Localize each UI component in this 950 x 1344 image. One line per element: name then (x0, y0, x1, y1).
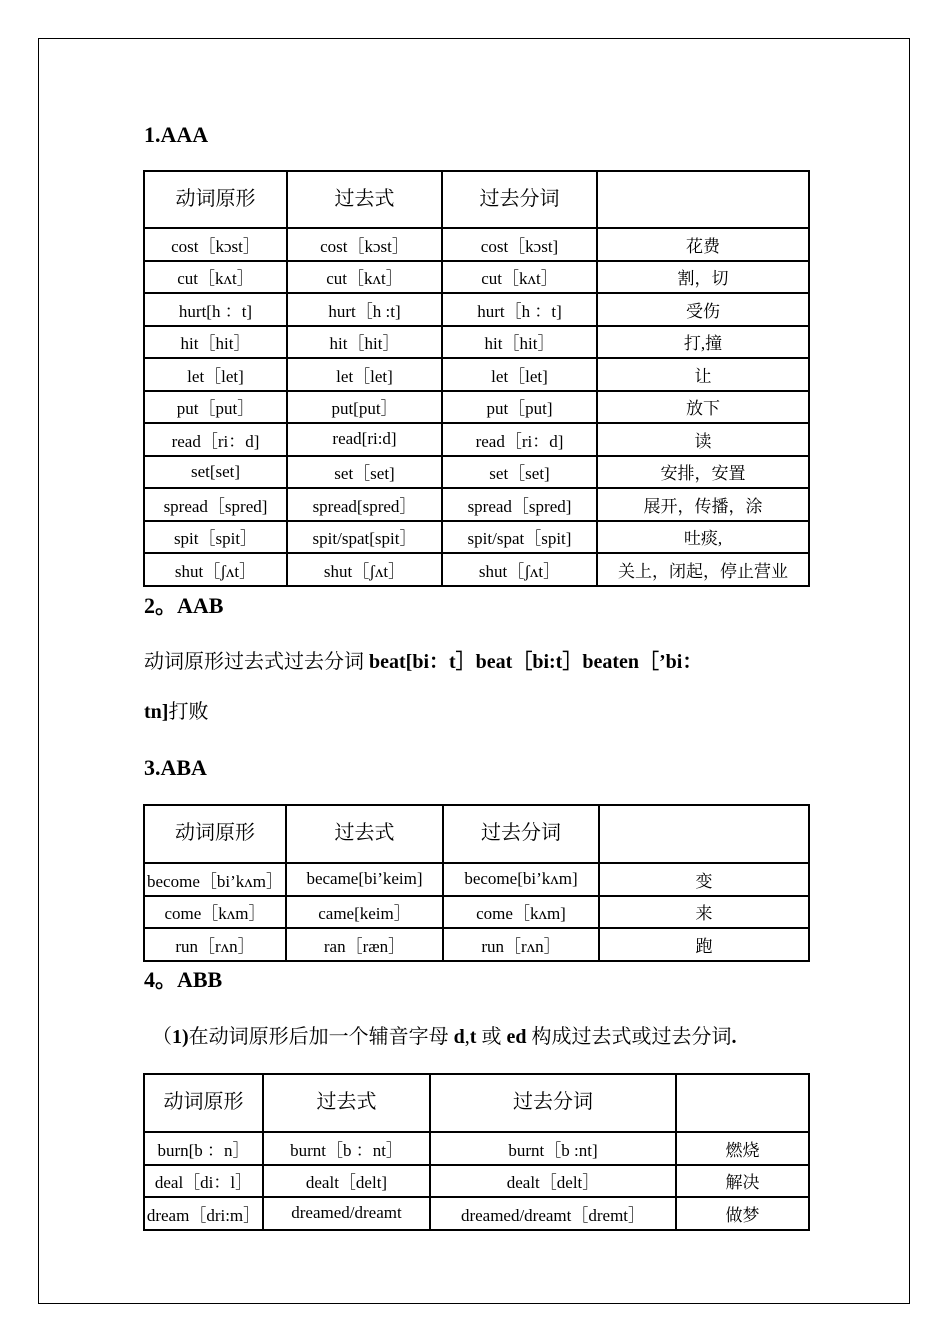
cell: let［let] (144, 358, 287, 391)
cell: cost［kɔst］ (287, 228, 442, 261)
cell: dreamed/dreamt［dremt］ (430, 1197, 676, 1230)
cell: became[bi’keim] (286, 863, 443, 896)
cell: 做梦 (676, 1197, 809, 1230)
cell: spread［spred] (144, 488, 287, 521)
cell: 跑 (599, 928, 809, 961)
cell: shut［ʃʌt］ (144, 553, 287, 586)
abb-intro-rest: 构成过去式或过去分词 (526, 1026, 732, 1048)
header-past-participle: 过去分词 (442, 171, 597, 228)
abb-intro (152, 1027, 736, 1047)
section-title-aab: 2。AAB (144, 593, 224, 618)
abb-intro-paren: （ (152, 1026, 172, 1048)
header-base-form: 动词原形 (144, 171, 287, 228)
cell: 解决 (676, 1165, 809, 1198)
table-header-row (144, 805, 809, 863)
abb-period: . (731, 1026, 737, 1048)
abb-verb-table (143, 1073, 810, 1231)
table-row (144, 1197, 809, 1230)
cell: 展开，传播，涂 (597, 488, 809, 521)
cell: 割，切 (597, 261, 809, 294)
table-row (144, 928, 809, 961)
header-past-tense: 过去式 (263, 1074, 430, 1132)
table-row (144, 228, 809, 261)
header-meaning (676, 1074, 809, 1132)
table-row (144, 293, 809, 326)
table-row (144, 896, 809, 929)
cell: 燃烧 (676, 1132, 809, 1165)
cell: become［bi’kʌm］ (144, 863, 286, 896)
header-base-form: 动词原形 (144, 805, 286, 863)
cell: run［rʌn］ (144, 928, 286, 961)
cell: hit［hit］ (442, 326, 597, 359)
cell: hurt［h ：t] (442, 293, 597, 326)
cell: let［let] (442, 358, 597, 391)
cell: 变 (599, 863, 809, 896)
cell: ran［ræn］ (286, 928, 443, 961)
cell: cut［kʌt］ (287, 261, 442, 294)
aab-example-line-1 (144, 652, 702, 672)
cell: 读 (597, 423, 809, 456)
abb-or: 或 (476, 1026, 507, 1048)
abb-intro-number: 1) (172, 1026, 189, 1048)
cell: read[ri:d] (287, 423, 442, 456)
table-row (144, 261, 809, 294)
cell: set［set] (287, 456, 442, 489)
table-row (144, 553, 809, 586)
cell: 安排，安置 (597, 456, 809, 489)
cell: hurt［h :t] (287, 293, 442, 326)
cell: read［ri：d] (144, 423, 287, 456)
cell: hit［hit］ (287, 326, 442, 359)
cell: come［kʌm］ (144, 896, 286, 929)
cell: cut［kʌt］ (144, 261, 287, 294)
cell: dealt［delt] (263, 1165, 430, 1198)
cell: hit［hit］ (144, 326, 287, 359)
aab-forms: beat[bi：t］beat［bi:t］beaten［’bi： (369, 651, 703, 673)
cell: put[put］ (287, 391, 442, 424)
cell: cost［kɔst] (442, 228, 597, 261)
header-past-tense: 过去式 (286, 805, 443, 863)
abb-letter-d: d (453, 1026, 465, 1048)
cell: run［rʌn］ (443, 928, 599, 961)
cell: 放下 (597, 391, 809, 424)
cell: came[keim］ (286, 896, 443, 929)
cell: let［let] (287, 358, 442, 391)
cell: burnt［b :nt] (430, 1132, 676, 1165)
cell: 吐痰, (597, 521, 809, 554)
header-past-participle: 过去分词 (430, 1074, 676, 1132)
cell: 打,撞 (597, 326, 809, 359)
abb-intro-text: 在动词原形后加一个辅音字母 (188, 1026, 454, 1048)
cell: set［set] (442, 456, 597, 489)
table-header-row (144, 171, 809, 228)
aab-example-line-2 (144, 702, 208, 722)
aab-prefix: 动词原形过去式过去分词 (144, 651, 369, 673)
cell: dealt［delt］ (430, 1165, 676, 1198)
aab-forms-cont: tn] (144, 701, 169, 723)
abb-suffix-ed: ed (506, 1026, 527, 1048)
table-row (144, 1132, 809, 1165)
table-row (144, 391, 809, 424)
header-past-participle: 过去分词 (443, 805, 599, 863)
cell: 来 (599, 896, 809, 929)
cell: spit/spat［spit] (442, 521, 597, 554)
aba-verb-table (143, 804, 810, 962)
cell: cost［kɔst］ (144, 228, 287, 261)
section-title-aaa: 1.AAA (144, 122, 209, 147)
cell: burn[b ：n］ (144, 1132, 263, 1165)
abb-letter-t: t (469, 1026, 477, 1048)
table-row (144, 488, 809, 521)
aab-meaning: 打败 (168, 701, 209, 723)
cell: hurt[h ：t] (144, 293, 287, 326)
section-title-abb: 4。ABB (144, 967, 223, 992)
cell: spit［spit］ (144, 521, 287, 554)
cell: shut［ʃʌt］ (287, 553, 442, 586)
cell: 受伤 (597, 293, 809, 326)
header-past-tense: 过去式 (287, 171, 442, 228)
header-base-form: 动词原形 (144, 1074, 263, 1132)
table-row (144, 326, 809, 359)
abb-comma: , (464, 1026, 470, 1048)
cell: dream［dri:m］ (144, 1197, 263, 1230)
table-row (144, 863, 809, 896)
table-row (144, 423, 809, 456)
cell: put［put］ (144, 391, 287, 424)
cell: set[set] (144, 456, 287, 489)
table-row (144, 456, 809, 489)
cell: spread[spred］ (287, 488, 442, 521)
table-row (144, 521, 809, 554)
cell: spit/spat[spit］ (287, 521, 442, 554)
cell: read［ri：d] (442, 423, 597, 456)
section-title-aba: 3.ABA (144, 755, 207, 780)
cell: spread［spred] (442, 488, 597, 521)
cell: put［put] (442, 391, 597, 424)
table-row (144, 1165, 809, 1198)
table-row (144, 358, 809, 391)
header-meaning (599, 805, 809, 863)
cell: 花费 (597, 228, 809, 261)
cell: burnt［b ：nt］ (263, 1132, 430, 1165)
cell: come［kʌm] (443, 896, 599, 929)
cell: deal［di：l］ (144, 1165, 263, 1198)
cell: become[bi’kʌm] (443, 863, 599, 896)
table-header-row (144, 1074, 809, 1132)
aaa-verb-table (143, 170, 810, 587)
cell: 关上，闭起，停止营业 (597, 553, 809, 586)
cell: cut［kʌt］ (442, 261, 597, 294)
header-meaning (597, 171, 809, 228)
cell: dreamed/dreamt (263, 1197, 430, 1230)
cell: 让 (597, 358, 809, 391)
cell: shut［ʃʌt］ (442, 553, 597, 586)
